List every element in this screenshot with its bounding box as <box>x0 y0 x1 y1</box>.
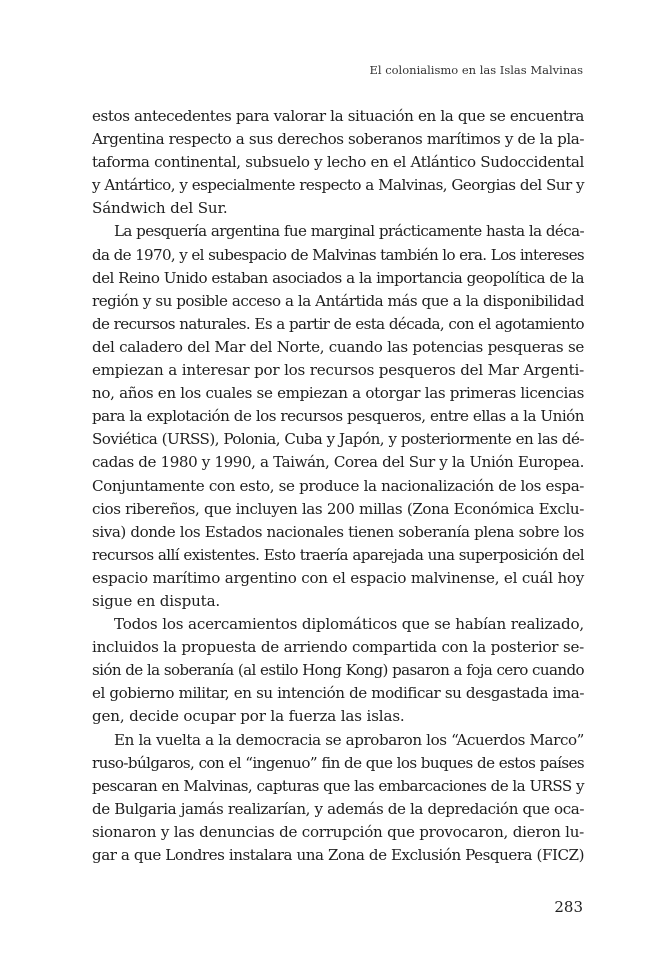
text-line: y Antártico, y especialmente respecto a Malvinas, Georgias del Sur y <box>92 176 584 195</box>
page-number: 283 <box>554 898 583 916</box>
text-line: incluidos la propuesta de arriendo compartida con la posterior se- <box>92 638 584 657</box>
text-line: cadas de 1980 y 1990, a Taiwán, Corea del Sur y la Unión Europea. <box>92 453 584 472</box>
text-line: Argentina respecto a sus derechos soberanos marítimos y de la pla- <box>92 130 584 149</box>
text-line: La pesquería argentina fue marginal prácticamente hasta la déca- <box>114 222 584 241</box>
text-line: del Reino Unido estaban asociados a la importancia geopolítica de la <box>92 268 584 287</box>
text-line: espacio marítimo argentino con el espacio malvinense, el cuál hoy <box>92 568 584 587</box>
text-line: ruso-búlgaros, con el “ingenuo” fin de que los buques de estos países <box>92 753 584 772</box>
text-line: recursos allí existentes. Esto traería aparejada una superposición del <box>92 545 584 564</box>
text-line: da de 1970, y el subespacio de Malvinas también lo era. Los intereses <box>92 245 584 264</box>
text-line: sigue en disputa. <box>92 591 221 610</box>
text-line: Soviética (URSS), Polonia, Cuba y Japón, y posteriormente en las dé- <box>92 430 584 449</box>
text-line: el gobierno militar, en su intención de modificar su desgastada ima- <box>92 684 584 703</box>
text-line: sionaron y las denuncias de corrupción que provocaron, dieron lu- <box>92 822 584 841</box>
text-line: para la explotación de los recursos pesqueros, entre ellas a la Unión <box>92 407 584 426</box>
text-line: sión de la soberanía (al estilo Hong Kong) pasaron a foja cero cuando <box>92 661 584 680</box>
body-text <box>92 105 584 867</box>
text-line: no, años en los cuales se empiezan a otorgar las primeras licencias <box>92 384 584 403</box>
text-line: de recursos naturales. Es a partir de esta década, con el agotamiento <box>92 314 584 333</box>
running-header: El colonialismo en las Islas Malvinas <box>369 63 583 77</box>
text-line: del caladero del Mar del Norte, cuando las potencias pesqueras se <box>92 337 584 356</box>
text-line: estos antecedentes para valorar la situación en la que se encuentra <box>92 107 584 125</box>
text-line: de Bulgaria jamás realizarían, y además de la depredación que oca- <box>92 799 584 818</box>
text-line: taforma continental, subsuelo y lecho en el Atlántico Sudoccidental <box>92 153 584 172</box>
text-line: gen, decide ocupar por la fuerza las islas. <box>92 707 405 726</box>
text-line: Sándwich del Sur. <box>92 199 228 218</box>
text-line: región y su posible acceso a la Antártida más que a la disponibilidad <box>92 291 584 310</box>
text-line: pescaran en Malvinas, capturas que las embarcaciones de la URSS y <box>92 776 584 795</box>
text-line: gar a que Londres instalara una Zona de Exclusión Pesquera (FICZ) <box>92 846 584 864</box>
text-line: Todos los acercamientos diplomáticos que se habían realizado, <box>114 615 584 634</box>
text-line: siva) donde los Estados nacionales tienen soberanía plena sobre los <box>92 522 584 541</box>
text-line: Conjuntamente con esto, se produce la nacionalización de los espa- <box>92 476 584 495</box>
text-line: cios ribereños, que incluyen las 200 millas (Zona Económica Exclu- <box>92 499 584 518</box>
text-line: empiezan a interesar por los recursos pesqueros del Mar Argenti- <box>92 361 584 380</box>
text-line: En la vuelta a la democracia se aprobaron los “Acuerdos Marco” <box>114 730 584 749</box>
